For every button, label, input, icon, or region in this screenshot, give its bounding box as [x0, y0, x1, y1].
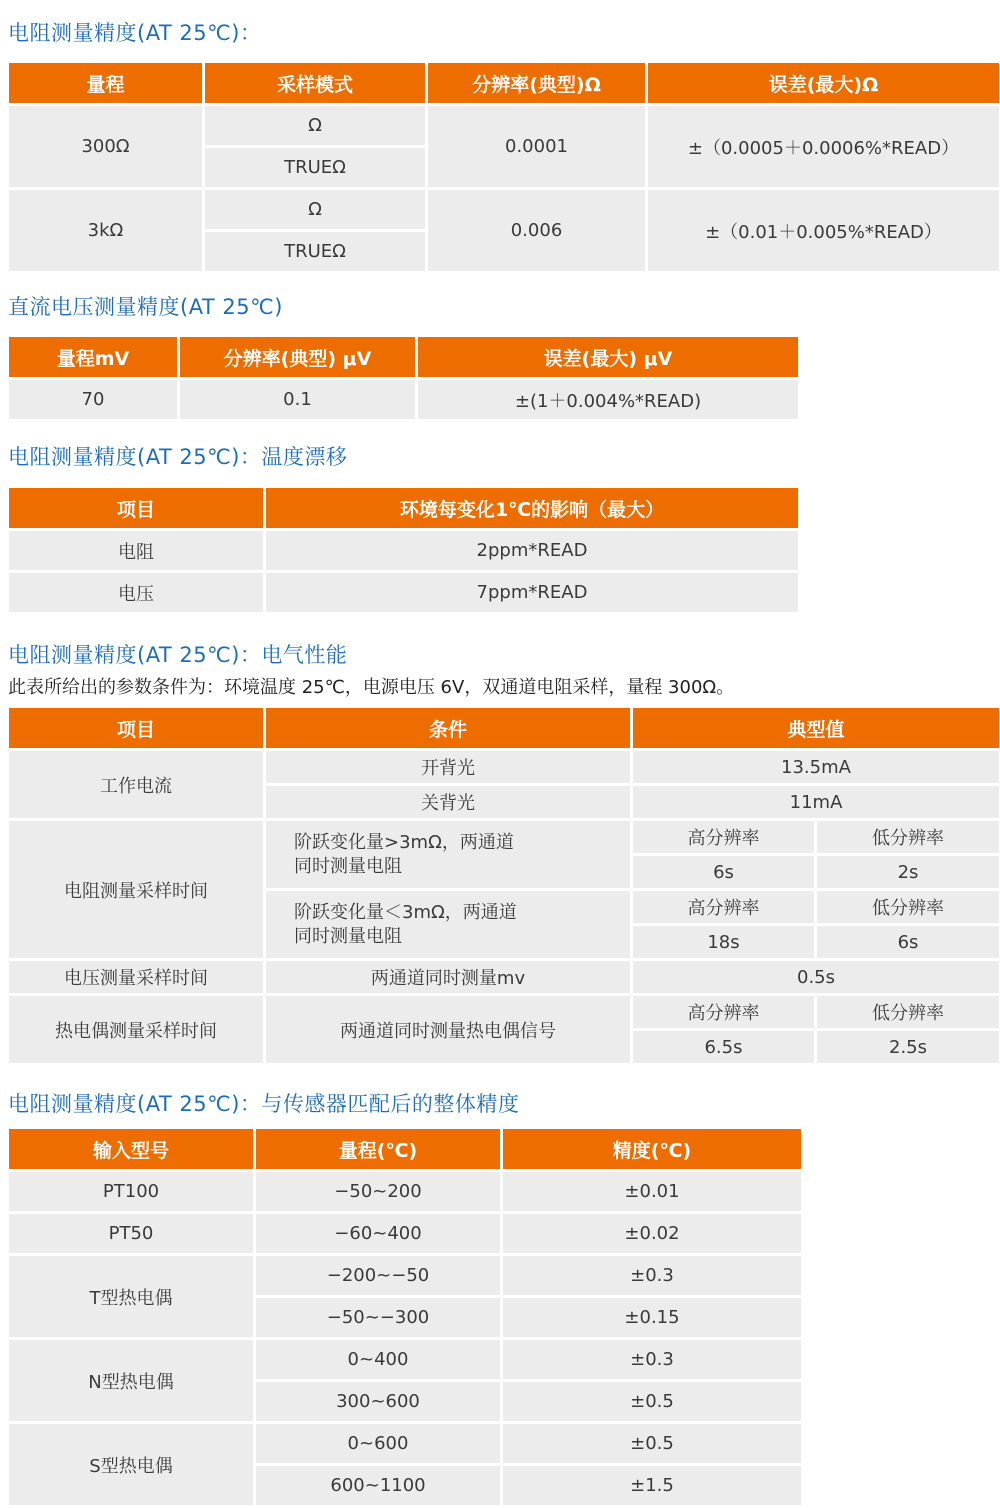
- cell-condition: [266, 891, 630, 958]
- cell-range: 300Ω: [9, 106, 202, 187]
- cell-mode: TRUEΩ: [205, 232, 425, 271]
- temperature-drift-table: [6, 485, 801, 615]
- section-title-sensor: 电阻测量精度(AT 25℃)：与传感器匹配后的整体精度: [8, 1092, 520, 1116]
- cell-typical: 0.5s: [633, 961, 999, 993]
- cell-error: ±（0.0005＋0.0006%*READ）: [648, 106, 999, 187]
- header-error: 误差(最大)Ω: [648, 63, 999, 103]
- condition-line: 阶跃变化量>3mΩ，两通道: [294, 831, 514, 853]
- header-mode: 采样模式: [205, 63, 425, 103]
- cell-condition: 两通道同时测量热电偶信号: [266, 996, 630, 1063]
- cell-accuracy: ±0.02: [503, 1214, 801, 1253]
- sensor-accuracy-table: [6, 1126, 804, 1508]
- cell-item: 电阻测量采样时间: [9, 821, 263, 958]
- cell-low-res-label: 低分辨率: [817, 821, 999, 853]
- section-title-electrical: 电阻测量精度(AT 25℃)：电气性能: [8, 643, 348, 667]
- header-item: 项目: [9, 708, 263, 748]
- cell-high-res-label: 高分辨率: [633, 996, 814, 1028]
- cell-low-res-value: 6s: [817, 926, 999, 958]
- cell-high-res-value: 18s: [633, 926, 814, 958]
- section-title-drift: 电阻测量精度(AT 25℃)：温度漂移: [8, 445, 348, 469]
- condition-line: 同时测量电阻: [294, 855, 402, 877]
- cell-accuracy: ±0.3: [503, 1256, 801, 1295]
- cell-mode: Ω: [205, 190, 425, 229]
- cell-mode: TRUEΩ: [205, 148, 425, 187]
- header-resolution: 分辨率(典型)Ω: [428, 63, 645, 103]
- cell-range: −200~−50: [256, 1256, 500, 1295]
- cell-high-res-value: 6s: [633, 856, 814, 888]
- cell-model: PT50: [9, 1214, 253, 1253]
- cell-model: T型热电偶: [9, 1256, 253, 1337]
- cell-mode: Ω: [205, 106, 425, 145]
- dc-voltage-table: [6, 334, 801, 422]
- cell-accuracy: ±0.01: [503, 1172, 801, 1211]
- cell-typical: 13.5mA: [633, 751, 999, 783]
- cell-model: PT100: [9, 1172, 253, 1211]
- cell-range: 0~600: [256, 1424, 500, 1463]
- cell-range: −60~400: [256, 1214, 500, 1253]
- cell-item: 电阻: [9, 531, 263, 570]
- resistance-accuracy-table: [6, 60, 1000, 274]
- header-drift: 环境每变化1℃的影响（最大）: [266, 488, 798, 528]
- header-item: 项目: [9, 488, 263, 528]
- cell-accuracy: ±1.5: [503, 1466, 801, 1505]
- cell-typical: 11mA: [633, 786, 999, 818]
- conditions-note: 此表所给出的参数条件为：环境温度 25℃，电源电压 6V，双通道电阻采样，量程 300Ω。: [8, 677, 735, 698]
- cell-low-res-label: 低分辨率: [817, 996, 999, 1028]
- header-range: 量程(℃): [256, 1129, 500, 1169]
- header-error: 误差(最大) μV: [418, 337, 798, 377]
- cell-high-res-label: 高分辨率: [633, 821, 814, 853]
- header-resolution: 分辨率(典型) μV: [180, 337, 415, 377]
- cell-low-res-value: 2.5s: [817, 1031, 999, 1063]
- cell-value: 2ppm*READ: [266, 531, 798, 570]
- cell-range: 0~400: [256, 1340, 500, 1379]
- header-model: 输入型号: [9, 1129, 253, 1169]
- cell-resolution: 0.0001: [428, 106, 645, 187]
- cell-accuracy: ±0.3: [503, 1340, 801, 1379]
- cell-range: 3kΩ: [9, 190, 202, 271]
- cell-item: 热电偶测量采样时间: [9, 996, 263, 1063]
- cell-condition: 关背光: [266, 786, 630, 818]
- section-title-resistance: 电阻测量精度(AT 25℃)：: [8, 21, 262, 45]
- cell-item: 电压测量采样时间: [9, 961, 263, 993]
- cell-range: 300~600: [256, 1382, 500, 1421]
- cell-range: −50~−300: [256, 1298, 500, 1337]
- header-range: 量程mV: [9, 337, 177, 377]
- cell-accuracy: ±0.5: [503, 1382, 801, 1421]
- electrical-performance-table: [6, 705, 1000, 1066]
- cell-value: 7ppm*READ: [266, 573, 798, 612]
- cell-condition: 两通道同时测量mv: [266, 961, 630, 993]
- cell-condition: [266, 821, 630, 888]
- cell-condition: 开背光: [266, 751, 630, 783]
- section-title-dc-voltage: 直流电压测量精度(AT 25℃): [8, 295, 283, 319]
- cell-high-res-value: 6.5s: [633, 1031, 814, 1063]
- condition-line: 同时测量电阻: [294, 925, 402, 947]
- cell-resolution: 0.1: [180, 380, 415, 419]
- cell-range: 600~1100: [256, 1466, 500, 1505]
- cell-low-res-label: 低分辨率: [817, 891, 999, 923]
- header-typical: 典型值: [633, 708, 999, 748]
- header-accuracy: 精度(℃): [503, 1129, 801, 1169]
- cell-item: 电压: [9, 573, 263, 612]
- cell-error: ±(1＋0.004%*READ): [418, 380, 798, 419]
- header-range: 量程: [9, 63, 202, 103]
- header-condition: 条件: [266, 708, 630, 748]
- cell-accuracy: ±0.15: [503, 1298, 801, 1337]
- cell-range: 70: [9, 380, 177, 419]
- cell-low-res-value: 2s: [817, 856, 999, 888]
- cell-item: 工作电流: [9, 751, 263, 818]
- condition-line: 阶跃变化量＜3mΩ，两通道: [294, 901, 517, 923]
- cell-resolution: 0.006: [428, 190, 645, 271]
- cell-error: ±（0.01＋0.005%*READ）: [648, 190, 999, 271]
- cell-model: N型热电偶: [9, 1340, 253, 1421]
- cell-range: −50~200: [256, 1172, 500, 1211]
- cell-accuracy: ±0.5: [503, 1424, 801, 1463]
- cell-high-res-label: 高分辨率: [633, 891, 814, 923]
- cell-model: S型热电偶: [9, 1424, 253, 1505]
